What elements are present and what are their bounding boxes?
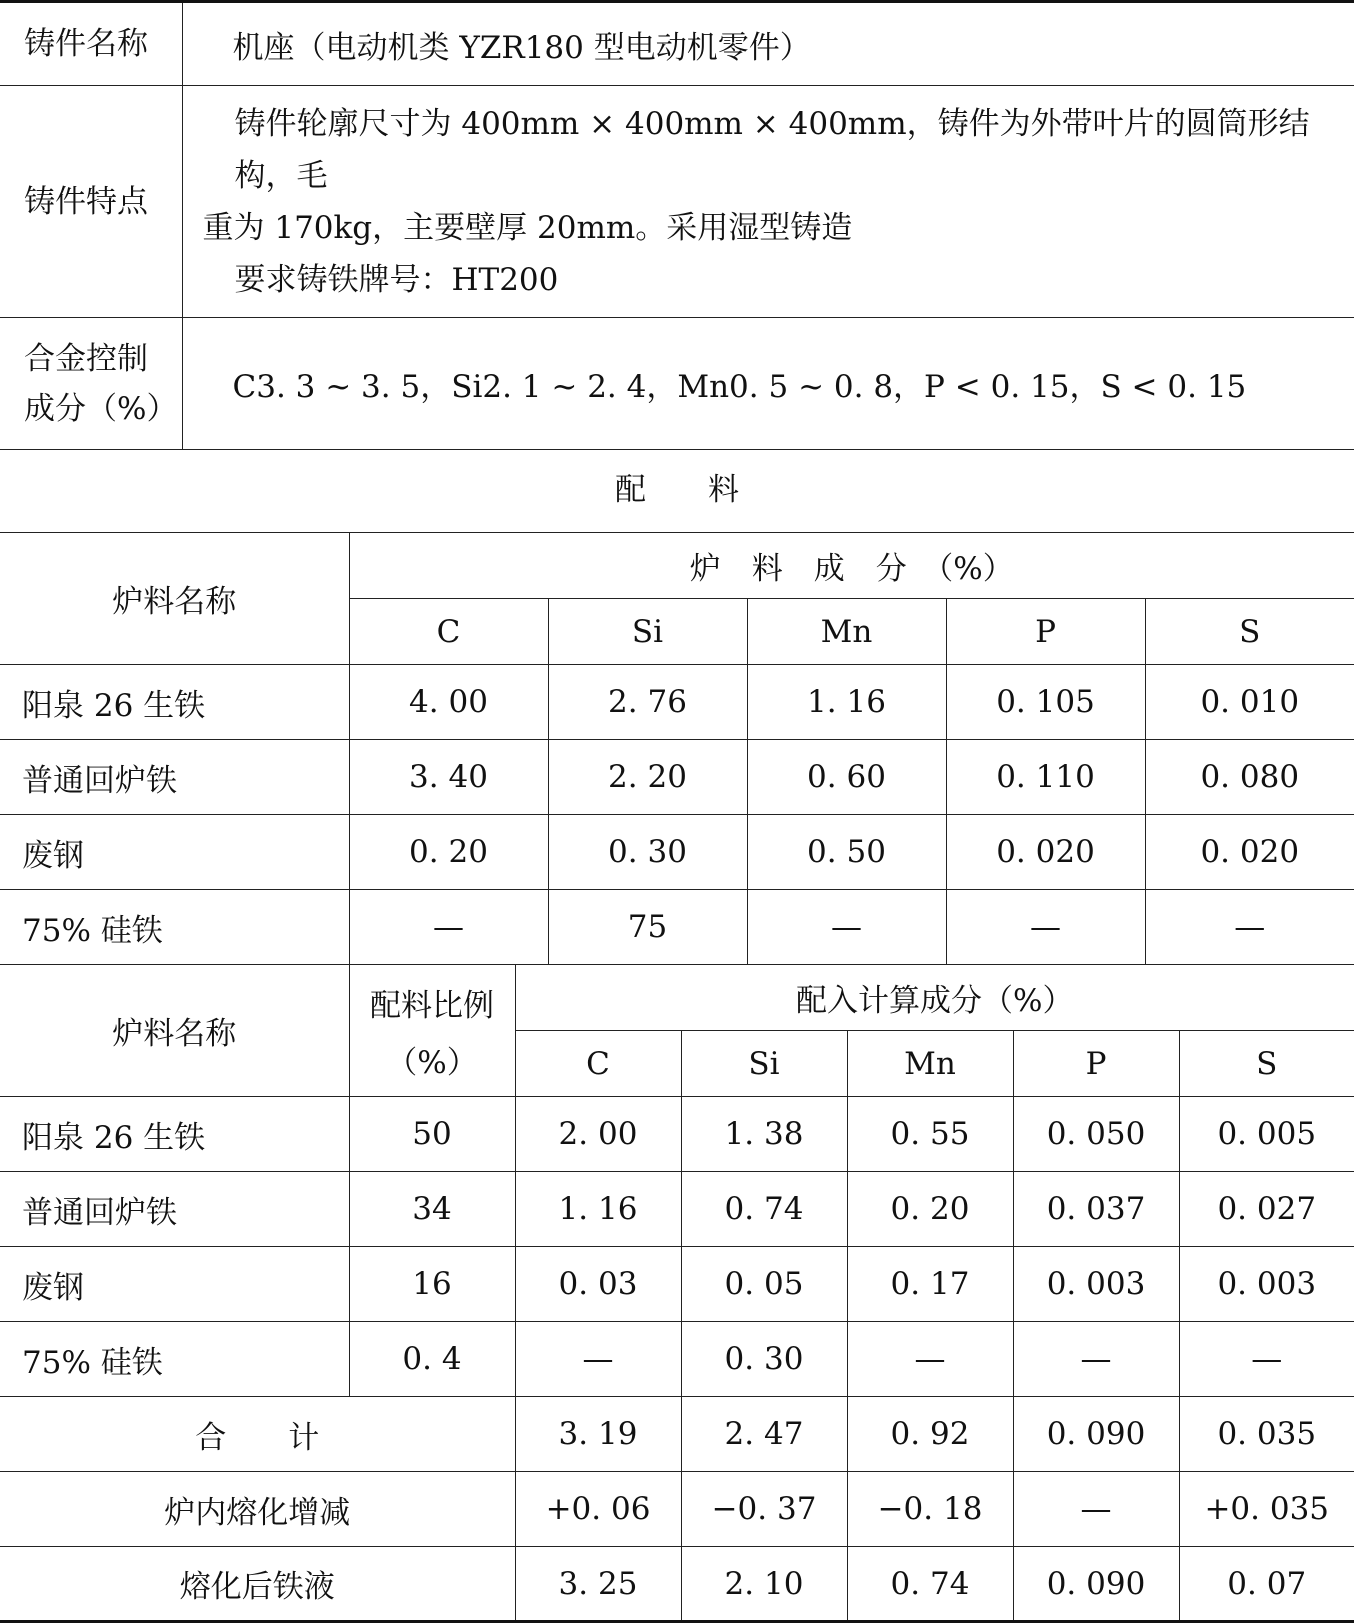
summary-label: 炉内熔化增减 bbox=[0, 1472, 515, 1547]
table-row bbox=[0, 1247, 1354, 1322]
table-row bbox=[0, 665, 1354, 740]
cell-si: 2. 10 bbox=[681, 1547, 847, 1622]
summary-label: 合 计 bbox=[0, 1397, 515, 1472]
calc-header-row-1 bbox=[0, 965, 1354, 1031]
calculated-composition-table bbox=[0, 964, 1354, 1623]
cell-mn: 1. 16 bbox=[747, 665, 946, 740]
cell-si: 0. 30 bbox=[548, 815, 747, 890]
features-line-3: 要求铸铁牌号：HT200 bbox=[234, 261, 559, 298]
cell-c: 0. 03 bbox=[515, 1247, 681, 1322]
row-name: 75% 硅铁 bbox=[0, 890, 349, 965]
alloy-composition-value: C3. 3 ~ 3. 5，Si2. 1 ~ 2. 4，Mn0. 5 ~ 0. 8，P < 0. 15，S < 0. 15 bbox=[182, 318, 1354, 450]
cell-c: 2. 00 bbox=[515, 1097, 681, 1172]
section-title: 配 料 bbox=[615, 472, 739, 508]
cell-mn: 0. 55 bbox=[847, 1097, 1013, 1172]
features-line-1: 铸件轮廓尺寸为 400mm × 400mm × 400mm，铸件为外带叶片的圆筒形结构，毛 bbox=[234, 105, 1310, 194]
cell-s: 0. 07 bbox=[1179, 1547, 1354, 1622]
cell-c: 3. 40 bbox=[349, 740, 548, 815]
cell-s: — bbox=[1145, 890, 1354, 965]
cell-mn: 0. 17 bbox=[847, 1247, 1013, 1322]
cell-c: 3. 19 bbox=[515, 1397, 681, 1472]
charge-col-mn: Mn bbox=[747, 599, 946, 665]
summary-label: 熔化后铁液 bbox=[0, 1547, 515, 1622]
casting-name-label: 铸件名称 bbox=[0, 2, 182, 86]
table-row bbox=[0, 1322, 1354, 1397]
cell-mn: 0. 92 bbox=[847, 1397, 1013, 1472]
calc-col-p: P bbox=[1013, 1031, 1179, 1097]
row-name: 废钢 bbox=[0, 815, 349, 890]
cell-s: 0. 003 bbox=[1179, 1247, 1354, 1322]
cell-mn: 0. 50 bbox=[747, 815, 946, 890]
cell-p: — bbox=[946, 890, 1145, 965]
calc-col-mn: Mn bbox=[847, 1031, 1013, 1097]
alloy-label-line-1: 合金控制 bbox=[24, 340, 148, 377]
calc-col-s: S bbox=[1179, 1031, 1354, 1097]
cell-si: 2. 47 bbox=[681, 1397, 847, 1472]
cell-si: 1. 38 bbox=[681, 1097, 847, 1172]
cell-si: 0. 30 bbox=[681, 1322, 847, 1397]
cell-si: 0. 05 bbox=[681, 1247, 847, 1322]
cell-ratio: 0. 4 bbox=[349, 1322, 515, 1397]
cell-mn: 0. 74 bbox=[847, 1547, 1013, 1622]
charge-col-p: P bbox=[946, 599, 1145, 665]
cell-p: 0. 090 bbox=[1013, 1547, 1179, 1622]
row-name: 普通回炉铁 bbox=[0, 1172, 349, 1247]
ratio-header-line-2: （%） bbox=[386, 1044, 478, 1081]
cell-p: — bbox=[1013, 1472, 1179, 1547]
cell-ratio: 16 bbox=[349, 1247, 515, 1322]
cell-si: 75 bbox=[548, 890, 747, 965]
cell-s: 0. 035 bbox=[1179, 1397, 1354, 1472]
casting-name-row bbox=[0, 2, 1354, 86]
cell-ratio: 34 bbox=[349, 1172, 515, 1247]
charge-name-header: 炉料名称 bbox=[0, 533, 349, 665]
cell-c: — bbox=[349, 890, 548, 965]
row-name: 75% 硅铁 bbox=[0, 1322, 349, 1397]
cell-ratio: 50 bbox=[349, 1097, 515, 1172]
cell-s: 0. 010 bbox=[1145, 665, 1354, 740]
row-name: 阳泉 26 生铁 bbox=[0, 665, 349, 740]
cell-si: −0. 37 bbox=[681, 1472, 847, 1547]
calc-group-header: 配入计算成分（%） bbox=[515, 965, 1354, 1031]
cell-mn: 0. 20 bbox=[847, 1172, 1013, 1247]
summary-row-molten-iron bbox=[0, 1547, 1354, 1622]
cell-p: — bbox=[1013, 1322, 1179, 1397]
summary-row-melt-change bbox=[0, 1472, 1354, 1547]
cell-p: 0. 090 bbox=[1013, 1397, 1179, 1472]
cell-s: +0. 035 bbox=[1179, 1472, 1354, 1547]
charge-group-header: 炉 料 成 分 （%） bbox=[349, 533, 1354, 599]
cell-p: 0. 050 bbox=[1013, 1097, 1179, 1172]
alloy-composition-label bbox=[0, 318, 182, 450]
cell-c: 0. 20 bbox=[349, 815, 548, 890]
cell-s: 0. 020 bbox=[1145, 815, 1354, 890]
row-name: 废钢 bbox=[0, 1247, 349, 1322]
row-name: 普通回炉铁 bbox=[0, 740, 349, 815]
cell-si: 2. 76 bbox=[548, 665, 747, 740]
cell-s: 0. 005 bbox=[1179, 1097, 1354, 1172]
row-name: 阳泉 26 生铁 bbox=[0, 1097, 349, 1172]
table-row bbox=[0, 815, 1354, 890]
cell-p: 0. 037 bbox=[1013, 1172, 1179, 1247]
cell-si: 0. 74 bbox=[681, 1172, 847, 1247]
cell-mn: −0. 18 bbox=[847, 1472, 1013, 1547]
cell-si: 2. 20 bbox=[548, 740, 747, 815]
cell-c: 3. 25 bbox=[515, 1547, 681, 1622]
cell-mn: — bbox=[747, 890, 946, 965]
cell-s: 0. 080 bbox=[1145, 740, 1354, 815]
cell-p: 0. 110 bbox=[946, 740, 1145, 815]
cell-c: — bbox=[515, 1322, 681, 1397]
casting-features-label: 铸件特点 bbox=[0, 86, 182, 318]
casting-name-value: 机座（电动机类 YZR180 型电动机零件） bbox=[182, 2, 1354, 86]
cell-p: 0. 105 bbox=[946, 665, 1145, 740]
alloy-composition-row bbox=[0, 318, 1354, 450]
cell-c: +0. 06 bbox=[515, 1472, 681, 1547]
cell-p: 0. 003 bbox=[1013, 1247, 1179, 1322]
table-row bbox=[0, 890, 1354, 965]
casting-info-table bbox=[0, 0, 1354, 450]
calc-name-header: 炉料名称 bbox=[0, 965, 349, 1097]
charge-col-s: S bbox=[1145, 599, 1354, 665]
cell-s: 0. 027 bbox=[1179, 1172, 1354, 1247]
charge-col-si: Si bbox=[548, 599, 747, 665]
charge-col-c: C bbox=[349, 599, 548, 665]
calc-ratio-header bbox=[349, 965, 515, 1097]
table-row bbox=[0, 1172, 1354, 1247]
cell-s: — bbox=[1179, 1322, 1354, 1397]
summary-row-total bbox=[0, 1397, 1354, 1472]
casting-features-row bbox=[0, 86, 1354, 318]
table-row bbox=[0, 1097, 1354, 1172]
table-row bbox=[0, 740, 1354, 815]
features-line-2: 重为 170kg，主要壁厚 20mm。采用湿型铸造 bbox=[202, 209, 853, 246]
calc-col-si: Si bbox=[681, 1031, 847, 1097]
charge-header-row-1 bbox=[0, 533, 1354, 599]
charge-composition-table bbox=[0, 532, 1354, 965]
cell-p: 0. 020 bbox=[946, 815, 1145, 890]
ratio-header-line-1: 配料比例 bbox=[370, 987, 494, 1024]
casting-features-value bbox=[182, 86, 1354, 318]
cell-c: 4. 00 bbox=[349, 665, 548, 740]
cell-mn: — bbox=[847, 1322, 1013, 1397]
cell-mn: 0. 60 bbox=[747, 740, 946, 815]
calc-col-c: C bbox=[515, 1031, 681, 1097]
cell-c: 1. 16 bbox=[515, 1172, 681, 1247]
alloy-label-line-2: 成分（%） bbox=[24, 390, 178, 427]
